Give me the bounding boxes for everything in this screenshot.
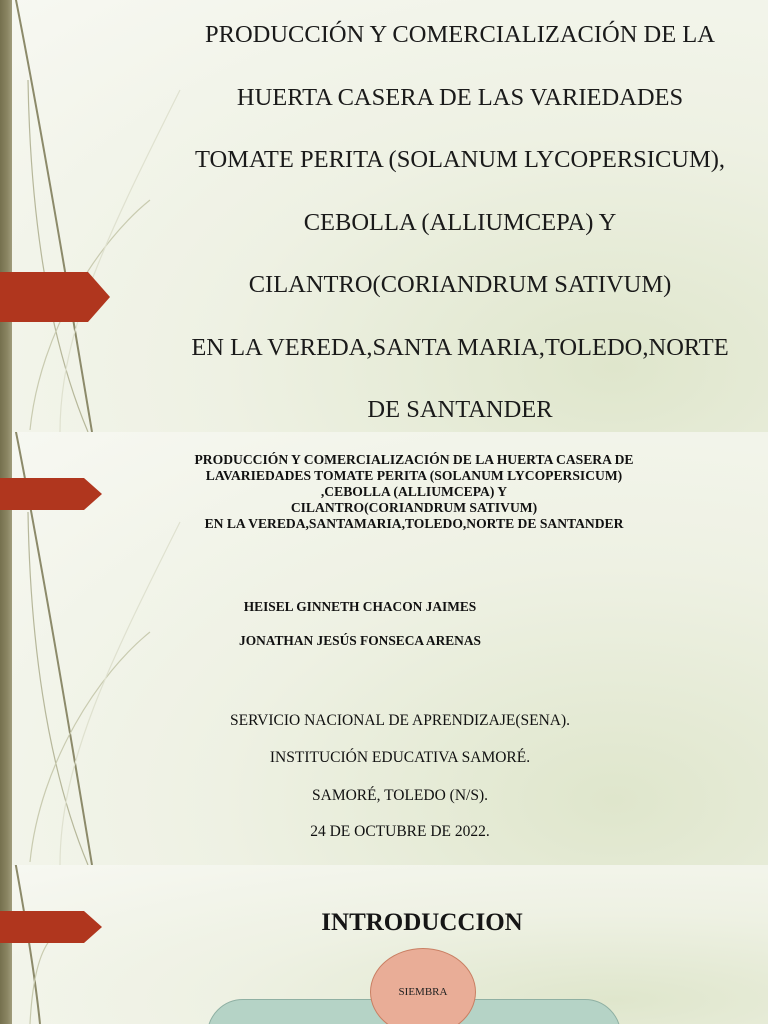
- author-name: JONATHAN JESÚS FONSECA ARENAS: [239, 633, 481, 648]
- accent-arrow: [0, 911, 102, 943]
- curve-decoration: [0, 865, 200, 1024]
- title-line: HUERTA CASERA DE LAS VARIEDADES: [236, 83, 684, 111]
- slide-1: [0, 0, 768, 432]
- institution-line: SERVICIO NACIONAL DE APRENDIZAJE(SENA).: [229, 712, 571, 729]
- slide-2-title: [160, 452, 668, 532]
- title-line: CILANTRO(CORIANDRUM SATIVUM): [290, 500, 538, 515]
- title-line: LAVARIEDADES TOMATE PERITA (SOLANUM LYCOPERSICUM): [205, 468, 623, 483]
- title-line: CILANTRO(CORIANDRUM SATIVUM): [248, 271, 672, 298]
- institution-line: SAMORÉ, TOLEDO (N/S).: [312, 787, 488, 804]
- slide-3-title: INTRODUCCION: [321, 909, 523, 936]
- title-line: CEBOLLA (ALLIUMCEPA) Y: [303, 208, 617, 236]
- title-line: PRODUCCIÓN Y COMERCIALIZACIÓN DE LA: [205, 21, 715, 48]
- accent-arrow: [0, 478, 102, 510]
- slide-2: [0, 432, 768, 865]
- date-line: 24 DE OCTUBRE DE 2022.: [310, 823, 490, 840]
- title-line: EN LA VEREDA,SANTA MARIA,TOLEDO,NORTE: [191, 333, 729, 361]
- siembra-node: [370, 948, 476, 1024]
- author-name: HEISEL GINNETH CHACON JAIMES: [243, 599, 477, 614]
- node-label: SIEMBRA: [398, 986, 448, 998]
- title-line: TOMATE PERITA (SOLANUM LYCOPERSICUM),: [194, 146, 726, 173]
- slide-1-title: [160, 14, 760, 432]
- title-line: EN LA VEREDA,SANTAMARIA,TOLEDO,NORTE DE SANTANDER: [204, 516, 624, 531]
- title-line: ,CEBOLLA (ALLIUMCEPA) Y: [320, 484, 508, 499]
- institution-line: INSTITUCIÓN EDUCATIVA SAMORÉ.: [269, 749, 531, 766]
- slide-3: [0, 865, 768, 1024]
- title-line: PRODUCCIÓN Y COMERCIALIZACIÓN DE LA HUERTA CASERA DE: [194, 452, 634, 467]
- title-line: DE SANTANDER: [367, 396, 553, 423]
- accent-arrow: [0, 272, 110, 322]
